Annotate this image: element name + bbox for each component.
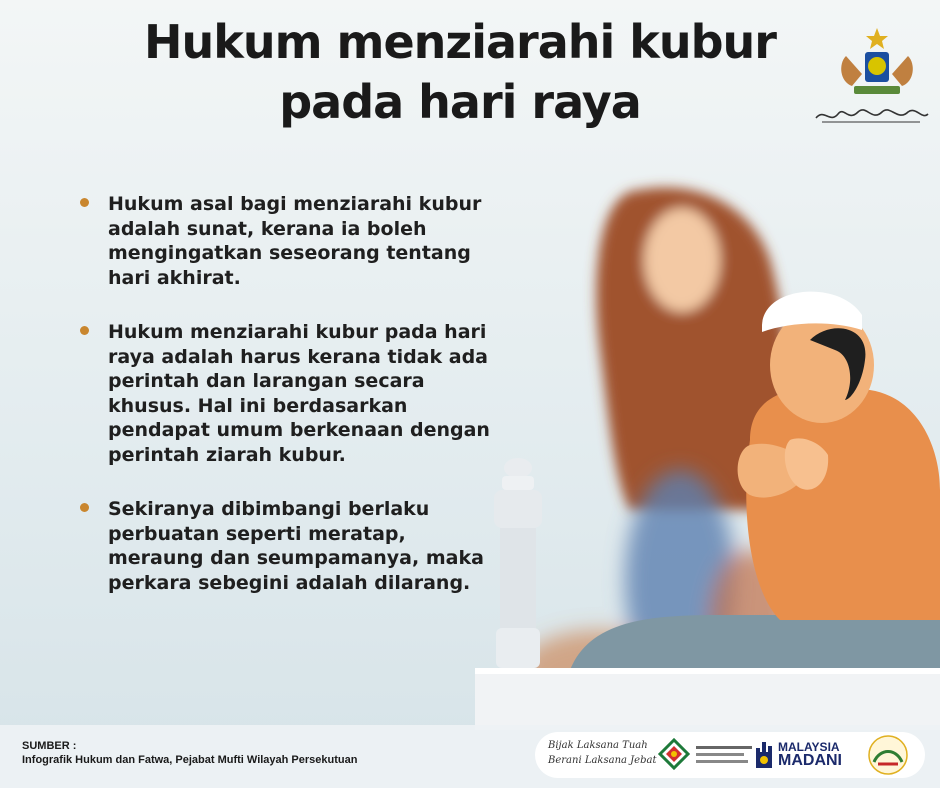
bullet-item bbox=[78, 192, 498, 290]
madani-logo bbox=[778, 740, 842, 768]
bullet-dot-icon bbox=[80, 503, 89, 512]
tagline-line-2: Berani Laksana Jebat bbox=[548, 755, 657, 766]
hari-wilayah-logo-icon bbox=[654, 734, 694, 774]
title-line-1: Hukum menziarahi kubur bbox=[144, 15, 776, 69]
bullet-list bbox=[78, 192, 498, 625]
bullet-text: Hukum asal bagi menziarahi kubur adalah sunat, kerana ia boleh mengingatkan seseorang tentang hari akhirat. bbox=[108, 193, 482, 289]
state-crest-icon bbox=[832, 26, 922, 98]
mufti-signature-icon bbox=[812, 100, 930, 128]
source-text: Infografik Hukum dan Fatwa, Pejabat Mufti Wilayah Persekutuan bbox=[22, 754, 358, 766]
praying-man-illustration bbox=[450, 150, 940, 730]
festive-logo-icon bbox=[860, 734, 916, 776]
tagline bbox=[548, 738, 656, 768]
ministry-logo-text bbox=[696, 742, 756, 770]
bullet-dot-icon bbox=[80, 198, 89, 207]
madani-hand-icon bbox=[752, 738, 776, 772]
title-line-2: pada hari raya bbox=[279, 75, 641, 129]
bullet-item bbox=[78, 497, 498, 595]
bullet-dot-icon bbox=[80, 326, 89, 335]
tagline-line-1: Bijak Laksana Tuah bbox=[548, 740, 648, 751]
bullet-text: Sekiranya dibimbangi berlaku perbuatan seperti meratap, meraung dan seumpamanya, maka perkara sebegini adalah dilarang. bbox=[108, 498, 484, 594]
madani-line-1: MALAYSIA bbox=[778, 740, 840, 754]
page-title bbox=[120, 12, 800, 132]
source-label: SUMBER : bbox=[22, 740, 77, 752]
bullet-item bbox=[78, 320, 498, 467]
madani-line-2: MADANI bbox=[778, 752, 842, 769]
tombstone bbox=[494, 458, 542, 668]
ministry-logo-lines-icon bbox=[696, 742, 756, 770]
bullet-text: Hukum menziarahi kubur pada hari raya adalah harus kerana tidak ada perintah dan larangan secara khusus. Hal ini berdasarkan pendapat umum berkenaan dengan perintah ziarah kubur. bbox=[108, 321, 490, 466]
